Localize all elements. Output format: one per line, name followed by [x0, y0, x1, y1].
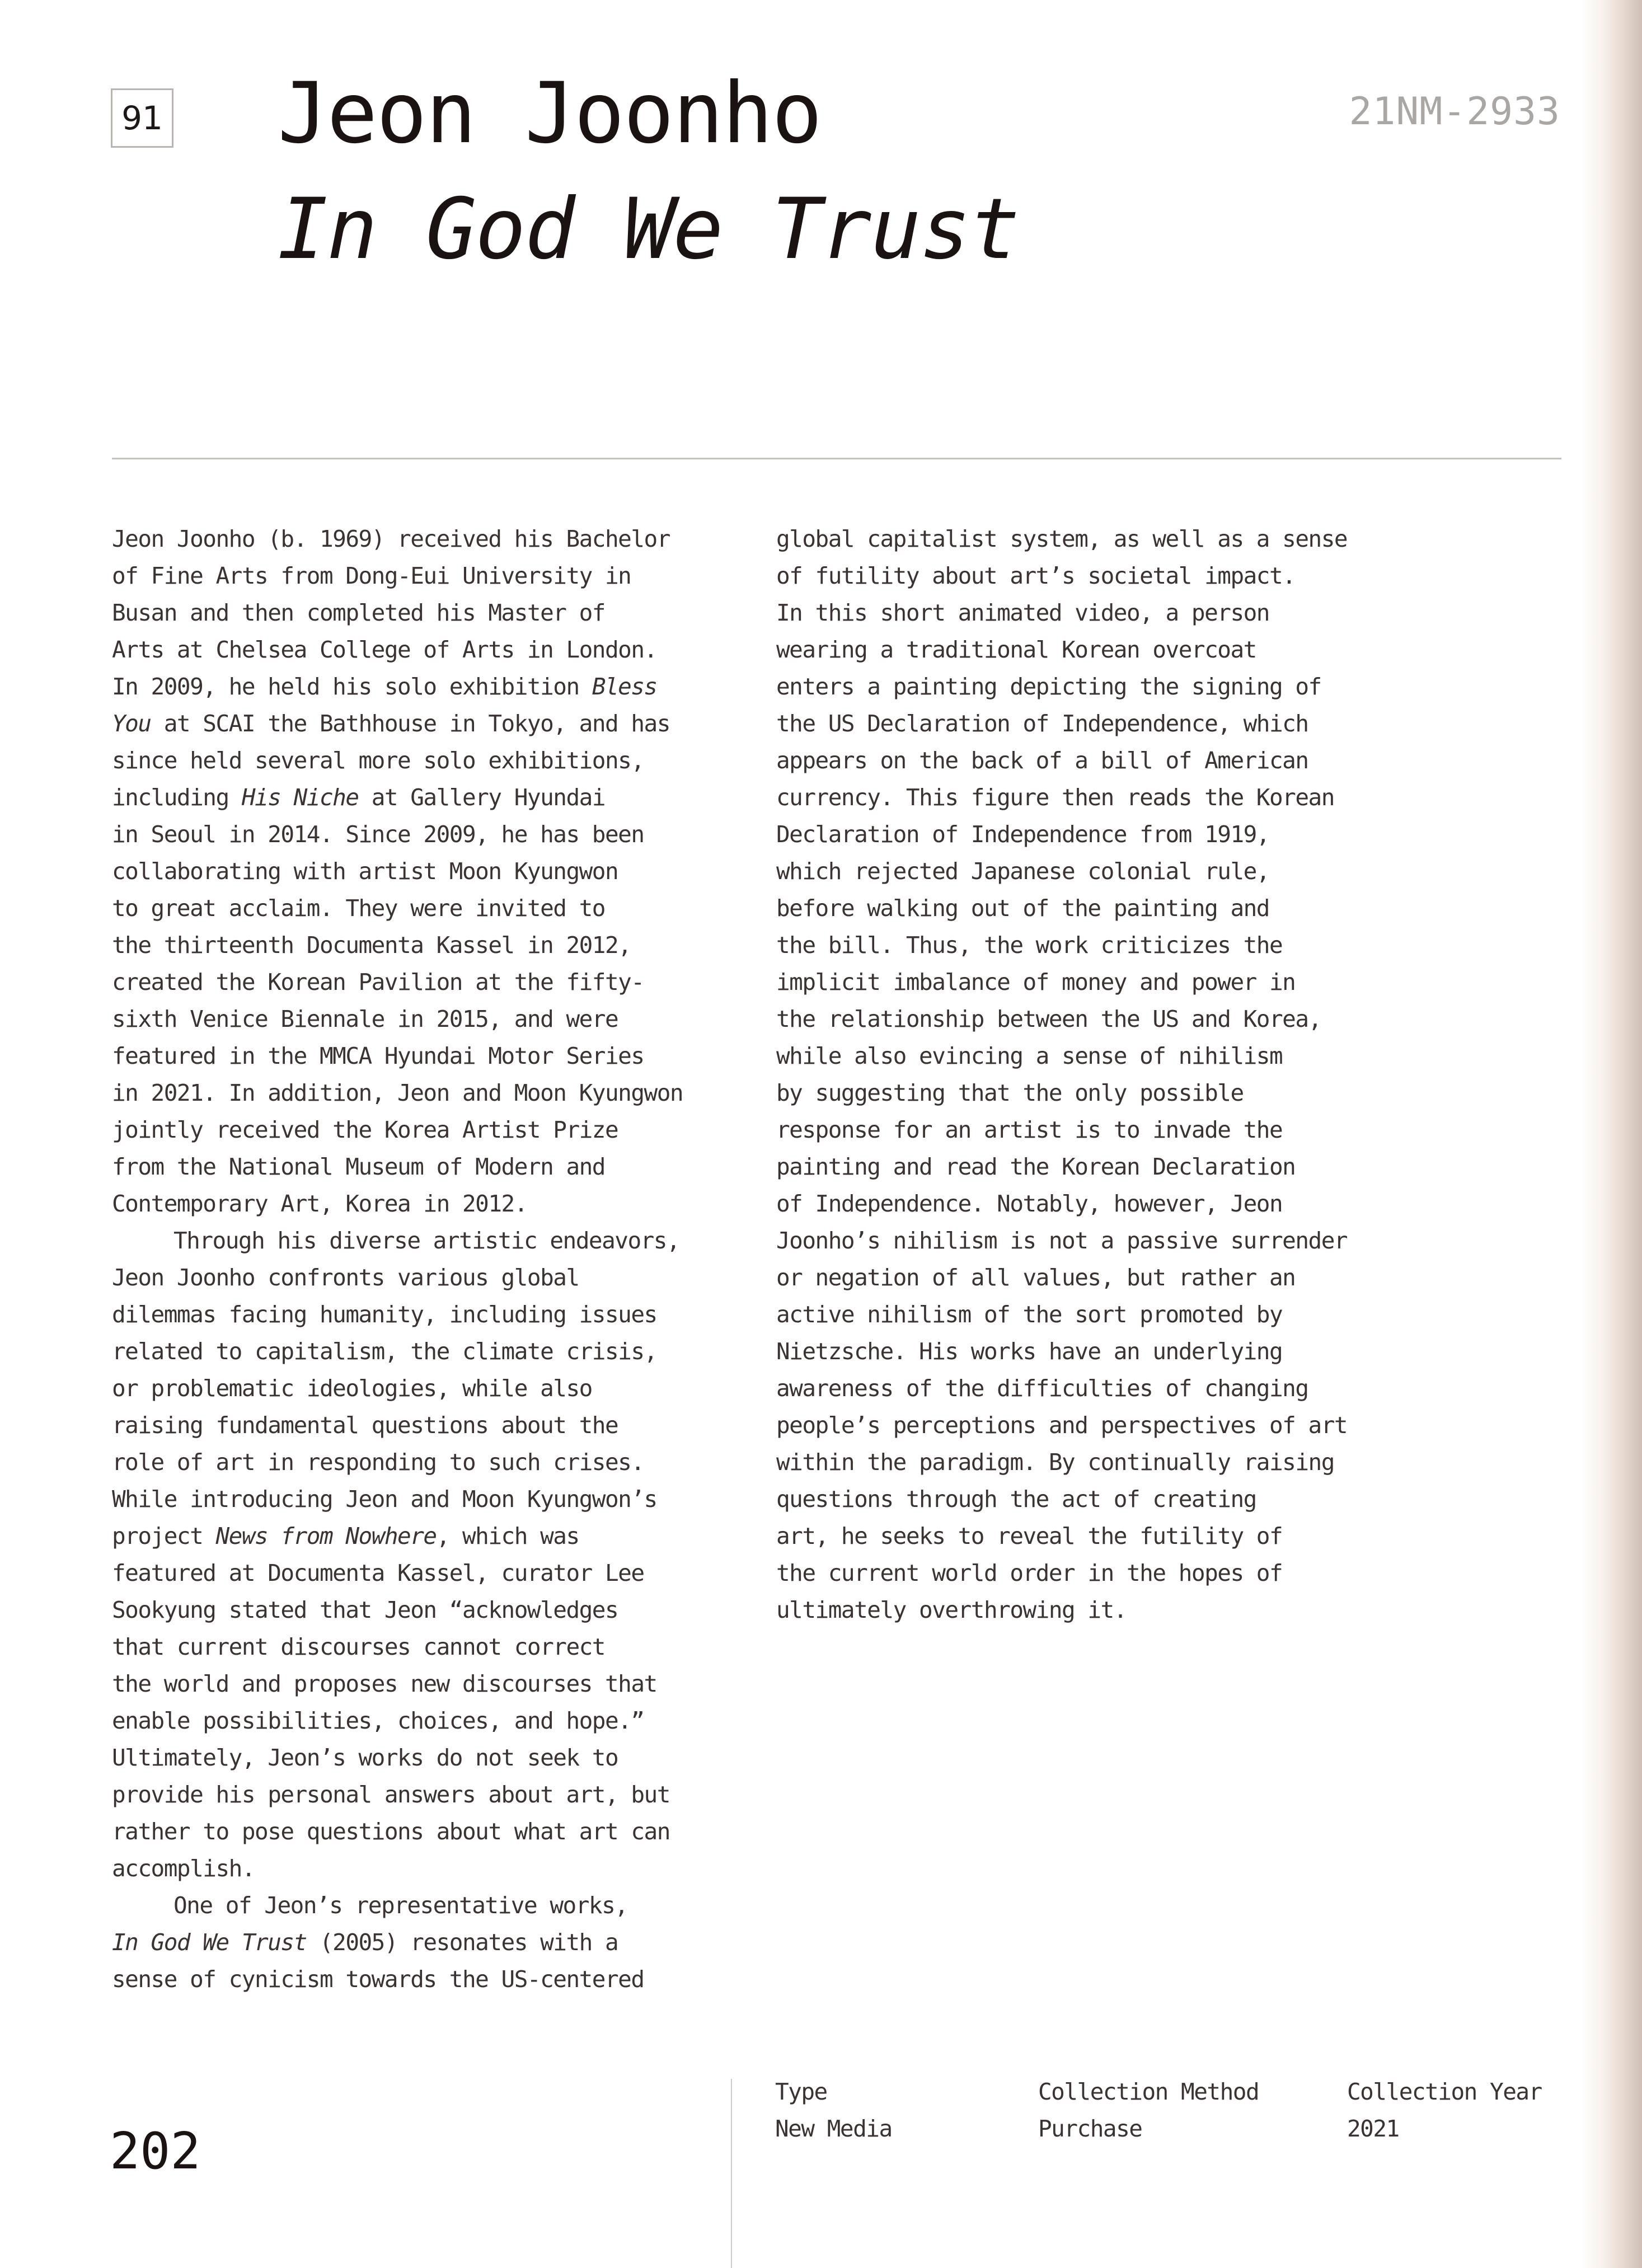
page-number: 202 [110, 2122, 201, 2181]
text-line [112, 594, 750, 631]
italic-title-run: You [112, 710, 151, 737]
text-line [776, 1481, 1414, 1518]
metadata-divider [731, 2079, 732, 2268]
metadata-collection-year [1347, 2073, 1542, 2147]
text-run: awareness of the difficulties of changing [776, 1375, 1308, 1402]
text-run: accomplish. [112, 1855, 255, 1882]
text-line [112, 1444, 750, 1481]
text-line [776, 1001, 1414, 1037]
text-run: Jeon Joonho confronts various global [112, 1264, 579, 1291]
text-line [112, 1185, 750, 1222]
metadata-label: Type [775, 2078, 827, 2105]
text-line [776, 1518, 1414, 1555]
text-line [112, 520, 750, 557]
text-line [112, 1665, 750, 1702]
text-run: Sookyung stated that Jeon “acknowledges [112, 1596, 618, 1623]
text-line [112, 705, 750, 742]
text-run: painting and read the Korean Declaration [776, 1153, 1296, 1180]
text-line [112, 1739, 750, 1776]
body-paragraph [112, 1222, 750, 1887]
text-run: active nihilism of the sort promoted by [776, 1301, 1283, 1328]
metadata-value: New Media [775, 2115, 892, 2142]
text-run: the thirteenth Documenta Kassel in 2012, [112, 932, 631, 959]
text-run: Busan and then completed his Master of [112, 599, 605, 626]
text-line [112, 964, 750, 1001]
text-run: the world and proposes new discourses that [112, 1670, 657, 1697]
text-line [112, 557, 750, 594]
text-run: questions through the act of creating [776, 1486, 1256, 1513]
body-paragraph [776, 520, 1414, 1628]
text-run: of Fine Arts from Dong-Eui University in [112, 562, 631, 589]
text-line [776, 1074, 1414, 1111]
text-run: enable possibilities, choices, and hope.” [112, 1707, 644, 1734]
text-line [112, 1259, 750, 1296]
text-line [112, 1333, 750, 1370]
text-run: to great acclaim. They were invited to [112, 895, 605, 922]
italic-title-run: News from Nowhere [215, 1523, 437, 1549]
italic-title-run: His Niche [241, 784, 359, 811]
text-line [112, 1961, 750, 1998]
text-run: before walking out of the painting and [776, 895, 1269, 922]
text-run: the US Declaration of Independence, which [776, 710, 1308, 737]
text-run: Contemporary Art, Korea in 2012. [112, 1190, 527, 1217]
text-run: featured at Documenta Kassel, curator Lee [112, 1560, 644, 1586]
text-run: jointly received the Korea Artist Prize [112, 1116, 618, 1143]
text-line [776, 1555, 1414, 1591]
text-run: Nietzsche. His works have an underlying [776, 1338, 1283, 1365]
text-line [776, 1037, 1414, 1074]
header-divider [112, 458, 1561, 459]
text-run: while also evincing a sense of nihilism [776, 1043, 1283, 1069]
text-line [776, 1185, 1414, 1222]
body-column-right [776, 520, 1414, 1628]
work-title: In God We Trust [278, 181, 1019, 278]
text-line [112, 1887, 750, 1924]
text-line [112, 1148, 750, 1185]
text-line [112, 890, 750, 927]
text-line [112, 1555, 750, 1591]
text-line [776, 742, 1414, 779]
text-line [112, 1370, 750, 1407]
text-line [776, 1259, 1414, 1296]
metadata-label: Collection Year [1347, 2078, 1542, 2105]
text-run: While introducing Jeon and Moon Kyungwon’s [112, 1486, 657, 1513]
text-run: Ultimately, Jeon’s works do not seek to [112, 1744, 618, 1771]
text-line [112, 1222, 750, 1259]
text-run: of Independence. Notably, however, Jeon [776, 1190, 1283, 1217]
text-line [112, 1591, 750, 1628]
text-line [776, 631, 1414, 668]
text-run: raising fundamental questions about the [112, 1412, 618, 1439]
text-run: In this short animated video, a person [776, 599, 1269, 626]
text-run: in 2021. In addition, Jeon and Moon Kyungwon [112, 1079, 683, 1106]
text-line [112, 1813, 750, 1850]
text-line [776, 779, 1414, 816]
text-run: including [112, 784, 242, 811]
text-run: Through his diverse artistic endeavors, [173, 1227, 680, 1254]
text-run: or problematic ideologies, while also [112, 1375, 592, 1402]
text-run: art, he seeks to reveal the futility of [776, 1523, 1283, 1549]
text-line [112, 1111, 750, 1148]
text-run: Jeon Joonho (b. 1969) received his Bachelor [112, 525, 670, 552]
text-run: role of art in responding to such crises. [112, 1449, 644, 1476]
metadata-type [775, 2073, 892, 2147]
italic-title-run: In God We Trust [112, 1929, 307, 1956]
text-run: within the paradigm. By continually raising [776, 1449, 1334, 1476]
text-run: sixth Venice Biennale in 2015, and were [112, 1006, 618, 1032]
entry-number-badge: 91 [111, 88, 173, 148]
text-line [776, 557, 1414, 594]
text-run: currency. This figure then reads the Korean [776, 784, 1334, 811]
text-line [776, 816, 1414, 853]
text-line [112, 1702, 750, 1739]
text-line [112, 668, 750, 705]
accession-number: 21NM-2933 [1349, 90, 1560, 134]
text-line [776, 1296, 1414, 1333]
text-line [776, 668, 1414, 705]
artist-name: Jeon Joonho [278, 65, 822, 162]
text-run: rather to pose questions about what art can [112, 1818, 670, 1845]
text-run: Declaration of Independence from 1919, [776, 821, 1269, 848]
text-run: provide his personal answers about art, but [112, 1781, 670, 1808]
text-line [776, 1444, 1414, 1481]
text-line [112, 1037, 750, 1074]
italic-title-run: Bless [592, 673, 657, 700]
text-run: or negation of all values, but rather an [776, 1264, 1296, 1291]
metadata-value: 2021 [1347, 2115, 1399, 2142]
text-line [776, 520, 1414, 557]
text-line [112, 853, 750, 890]
text-run: people’s perceptions and perspectives of art [776, 1412, 1348, 1439]
text-line [776, 1591, 1414, 1628]
text-line [112, 1518, 750, 1555]
metadata-collection-method [1038, 2073, 1259, 2147]
text-line [112, 1776, 750, 1813]
text-run: dilemmas facing humanity, including issues [112, 1301, 657, 1328]
text-run: related to capitalism, the climate crisis, [112, 1338, 657, 1365]
text-line [776, 890, 1414, 927]
text-run: implicit imbalance of money and power in [776, 969, 1296, 996]
body-paragraph [112, 520, 750, 1222]
body-column-left [112, 520, 750, 1998]
text-line [776, 927, 1414, 964]
text-line [112, 1296, 750, 1333]
text-run: the current world order in the hopes of [776, 1560, 1283, 1586]
text-run: sense of cynicism towards the US-centered [112, 1966, 644, 1993]
text-run: global capitalist system, as well as a sense [776, 525, 1348, 552]
text-line [112, 1850, 750, 1887]
text-line [776, 1333, 1414, 1370]
text-run: One of Jeon’s representative works, [173, 1892, 628, 1919]
text-run: created the Korean Pavilion at the fifty- [112, 969, 644, 996]
text-run: featured in the MMCA Hyundai Motor Series [112, 1043, 644, 1069]
text-line [112, 1001, 750, 1037]
text-line [112, 1628, 750, 1665]
text-run: project [112, 1523, 216, 1549]
text-line [776, 1407, 1414, 1444]
text-line [112, 927, 750, 964]
text-run: response for an artist is to invade the [776, 1116, 1283, 1143]
text-run: since held several more solo exhibitions, [112, 747, 644, 774]
text-run: the relationship between the US and Korea, [776, 1006, 1321, 1032]
text-run: (2005) resonates with a [306, 1929, 618, 1956]
text-line [112, 1407, 750, 1444]
text-run: at SCAI the Bathhouse in Tokyo, and has [151, 710, 670, 737]
text-line [112, 1074, 750, 1111]
text-line [776, 1148, 1414, 1185]
text-run: , which was [436, 1523, 579, 1549]
text-line [112, 631, 750, 668]
text-line [112, 779, 750, 816]
text-run: In 2009, he held his solo exhibition [112, 673, 592, 700]
text-run: appears on the back of a bill of American [776, 747, 1308, 774]
text-run: Arts at Chelsea College of Arts in London. [112, 636, 657, 663]
text-line [776, 1222, 1414, 1259]
metadata-label: Collection Method [1038, 2078, 1259, 2105]
text-run: at Gallery Hyundai [358, 784, 606, 811]
text-line [776, 1370, 1414, 1407]
page-edge-shadow [1580, 0, 1642, 2268]
text-line [112, 1924, 750, 1961]
text-run: enters a painting depicting the signing of [776, 673, 1321, 700]
text-line [776, 853, 1414, 890]
text-run: which rejected Japanese colonial rule, [776, 858, 1269, 885]
text-run: of futility about art’s societal impact. [776, 562, 1296, 589]
text-run: Joonho’s nihilism is not a passive surrender [776, 1227, 1348, 1254]
text-line [776, 1111, 1414, 1148]
text-run: the bill. Thus, the work criticizes the [776, 932, 1283, 959]
text-run: that current discourses cannot correct [112, 1633, 605, 1660]
text-run: in Seoul in 2014. Since 2009, he has been [112, 821, 644, 848]
text-line [776, 964, 1414, 1001]
text-line [112, 1481, 750, 1518]
body-paragraph [112, 1887, 750, 1998]
text-line [112, 742, 750, 779]
text-run: wearing a traditional Korean overcoat [776, 636, 1256, 663]
text-run: by suggesting that the only possible [776, 1079, 1244, 1106]
text-line [776, 594, 1414, 631]
text-line [776, 705, 1414, 742]
text-run: ultimately overthrowing it. [776, 1596, 1127, 1623]
text-run: from the National Museum of Modern and [112, 1153, 605, 1180]
text-line [112, 816, 750, 853]
text-run: collaborating with artist Moon Kyungwon [112, 858, 618, 885]
metadata-value: Purchase [1038, 2115, 1142, 2142]
